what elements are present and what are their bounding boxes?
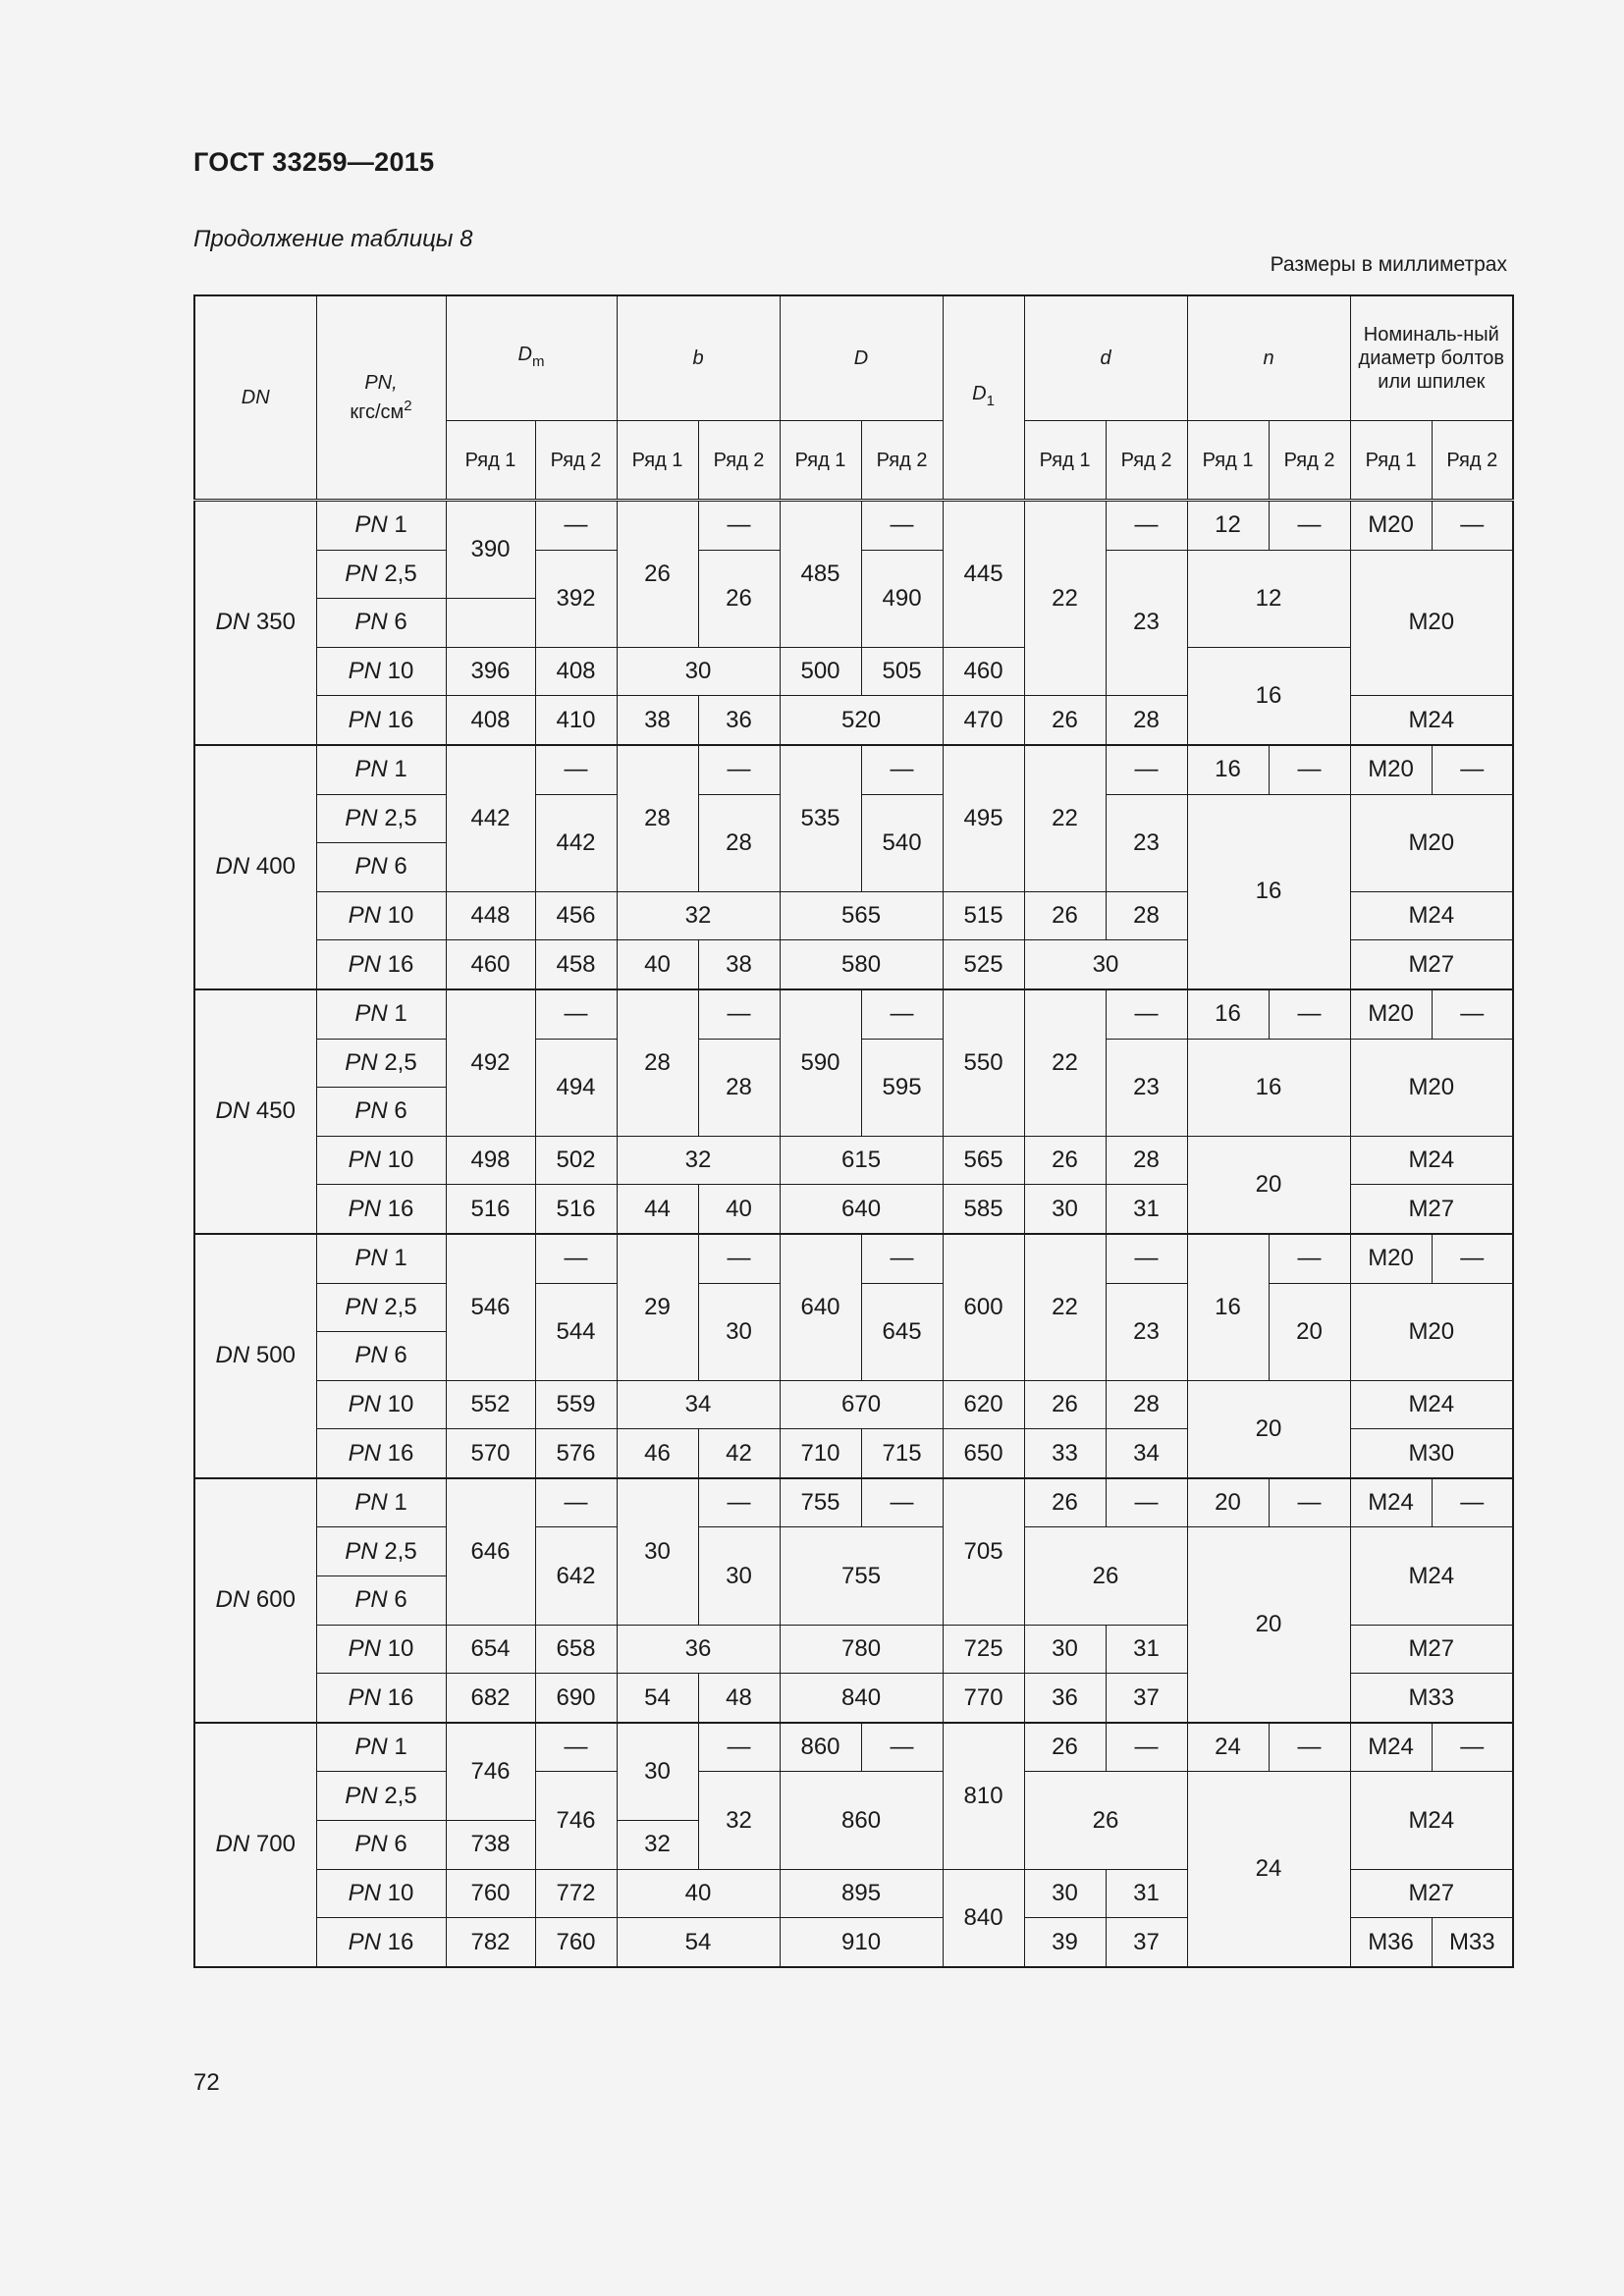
header-n: n	[1187, 295, 1350, 421]
D1-cell: 600	[943, 1234, 1024, 1380]
b-merged: 36	[617, 1625, 780, 1674]
header-row1: Ряд 1	[780, 421, 861, 501]
D1-cell: 650	[943, 1429, 1024, 1478]
table-row	[194, 501, 1513, 551]
dm-row2: —	[535, 1234, 617, 1283]
b-row1: 28	[617, 989, 698, 1136]
pn-cell: PN 6	[316, 1332, 446, 1381]
b-merged: 34	[617, 1380, 780, 1429]
dm-row2: 456	[535, 891, 617, 940]
b-row2: 28	[698, 794, 780, 891]
bolt-merged: M24	[1350, 696, 1513, 745]
header-b: b	[617, 295, 780, 421]
header-row1: Ряд 1	[1350, 421, 1432, 501]
header-row2: Ряд 2	[1106, 421, 1187, 501]
dm-row1: 570	[446, 1429, 535, 1478]
pn-cell: PN 6	[316, 599, 446, 648]
bolt-row2: —	[1432, 1723, 1513, 1772]
n-row1: 16	[1187, 989, 1269, 1039]
dm-row1: 646	[446, 1478, 535, 1625]
header-bolt-diameter: Номиналь-ный диаметр болтов или шпилек	[1350, 295, 1513, 421]
header-row1: Ряд 1	[617, 421, 698, 501]
b-row2: 42	[698, 1429, 780, 1478]
n-row1: 20	[1187, 1478, 1269, 1527]
b-row2: 30	[698, 1283, 780, 1380]
D1-cell: 565	[943, 1136, 1024, 1185]
n-merged: 16	[1187, 794, 1350, 989]
D-row1: 485	[780, 501, 861, 648]
n-merged: 20	[1187, 1527, 1350, 1723]
pn-cell: PN 2,5	[316, 1772, 446, 1821]
dm-row2: —	[535, 1478, 617, 1527]
dm-row1: 460	[446, 940, 535, 989]
b-row1: 26	[617, 501, 698, 648]
D-merged: 670	[780, 1380, 943, 1429]
d-row2: 31	[1106, 1625, 1187, 1674]
pn-cell: PN 6	[316, 1088, 446, 1137]
d-row1: 26	[1024, 696, 1106, 745]
dm-row1: 552	[446, 1380, 535, 1429]
dn-cell: DN 350	[194, 501, 316, 745]
pn-cell: PN 1	[316, 501, 446, 551]
table-row	[194, 647, 1513, 696]
d-row2: —	[1106, 989, 1187, 1039]
bolt-row2: —	[1432, 501, 1513, 551]
bolt-row2: M33	[1432, 1918, 1513, 1967]
flange-dimensions-table	[193, 294, 1514, 1968]
b-row2: —	[698, 1478, 780, 1527]
bolt-merged: M20	[1350, 794, 1513, 891]
header-dm: $D_m$	[446, 295, 617, 421]
D-row2: 505	[861, 647, 943, 696]
dm-row2: 658	[535, 1625, 617, 1674]
pn-cell: PN 16	[316, 1918, 446, 1967]
b-merged: 32	[617, 891, 780, 940]
pn-cell: PN 16	[316, 1674, 446, 1723]
D-row2: —	[861, 989, 943, 1039]
D-merged: 910	[780, 1918, 943, 1967]
n-merged: 20	[1187, 1136, 1350, 1234]
b-row2: —	[698, 989, 780, 1039]
table-caption: Продолжение таблицы 8	[193, 226, 473, 252]
n-row2: —	[1269, 1723, 1350, 1772]
d-row1: 36	[1024, 1674, 1106, 1723]
pn-cell: PN 10	[316, 1380, 446, 1429]
bolt-merged: M24	[1350, 1380, 1513, 1429]
dm-row1: 492	[446, 989, 535, 1136]
dm-row2: 442	[535, 794, 617, 891]
pn-cell: PN 6	[316, 1576, 446, 1626]
d-row1: 39	[1024, 1918, 1106, 1967]
d-row1: 26	[1024, 1380, 1106, 1429]
page-number: 72	[193, 2069, 220, 2096]
d-row1: 22	[1024, 1234, 1106, 1380]
D1-cell: 810	[943, 1723, 1024, 1869]
n-row1: 12	[1187, 501, 1269, 551]
table-row	[194, 1380, 1513, 1429]
bolt-merged: M20	[1350, 550, 1513, 696]
table-row	[194, 1772, 1513, 1821]
dm-row2: 642	[535, 1527, 617, 1625]
header-row2: Ряд 2	[1432, 421, 1513, 501]
bolt-merged: M27	[1350, 1869, 1513, 1918]
dm-row1: 746	[446, 1723, 535, 1821]
dm-row2: 458	[535, 940, 617, 989]
d-row2: 37	[1106, 1674, 1187, 1723]
dm-row1: 408	[446, 696, 535, 745]
d-row1: 22	[1024, 501, 1106, 696]
d-merged: 26	[1024, 1527, 1187, 1625]
pn-cell: PN 16	[316, 1429, 446, 1478]
D-merged: 860	[780, 1772, 943, 1869]
d-row2: —	[1106, 1478, 1187, 1527]
D-merged: 580	[780, 940, 943, 989]
D-row1: 640	[780, 1234, 861, 1380]
n-merged: 16	[1187, 1039, 1350, 1136]
pn-cell: PN 10	[316, 1625, 446, 1674]
b-row2: 38	[698, 940, 780, 989]
D1-cell: 770	[943, 1674, 1024, 1723]
b-row2: —	[698, 501, 780, 551]
pn-cell: PN 2,5	[316, 1527, 446, 1576]
b-row2: —	[698, 1234, 780, 1283]
pn-cell: PN 2,5	[316, 550, 446, 599]
b-row2: 48	[698, 1674, 780, 1723]
D1-cell: 470	[943, 696, 1024, 745]
D1-cell: 495	[943, 745, 1024, 891]
b-row1: 44	[617, 1185, 698, 1234]
standard-title: ГОСТ 33259—2015	[193, 147, 435, 177]
b-row2: —	[698, 1723, 780, 1772]
d-row2: —	[1106, 1723, 1187, 1772]
d-row2: 31	[1106, 1869, 1187, 1918]
dm-row2: —	[535, 989, 617, 1039]
table-row	[194, 1723, 1513, 1772]
d-row1: 33	[1024, 1429, 1106, 1478]
header-D1: $D_1$	[943, 295, 1024, 501]
b-row2: 40	[698, 1185, 780, 1234]
d-row1: 30	[1024, 1625, 1106, 1674]
D-row2: 595	[861, 1039, 943, 1136]
bolt-merged: M24	[1350, 1136, 1513, 1185]
dm-row2: 392	[535, 550, 617, 647]
b-row1: 29	[617, 1234, 698, 1380]
D1-cell: 550	[943, 989, 1024, 1136]
pn-cell: PN 1	[316, 745, 446, 794]
header-d: d	[1024, 295, 1187, 421]
D-merged: 755	[780, 1527, 943, 1625]
D-row2: —	[861, 1478, 943, 1527]
D-row2: —	[861, 745, 943, 794]
b-row1: 54	[617, 1674, 698, 1723]
pn-cell: PN 1	[316, 989, 446, 1039]
D1-cell: 525	[943, 940, 1024, 989]
d-row1: 22	[1024, 745, 1106, 891]
b-row2: 26	[698, 550, 780, 647]
table-row	[194, 989, 1513, 1039]
dm-row1: 396	[446, 647, 535, 696]
bolt-merged: M20	[1350, 1039, 1513, 1136]
dm-row1: 546	[446, 1234, 535, 1380]
b-merged: 30	[617, 647, 780, 696]
dn-cell: DN 400	[194, 745, 316, 989]
bolt-row1: M24	[1350, 1478, 1432, 1527]
d-row2: 23	[1106, 1283, 1187, 1380]
d-row1: 26	[1024, 1723, 1106, 1772]
header-row2: Ряд 2	[1269, 421, 1350, 501]
n-merged: 24	[1187, 1772, 1350, 1967]
n-merged: 16	[1187, 647, 1350, 745]
pn-cell: PN 1	[316, 1478, 446, 1527]
bolt-row2: —	[1432, 1478, 1513, 1527]
dn-cell: DN 450	[194, 989, 316, 1234]
dm-row1: 498	[446, 1136, 535, 1185]
bolt-row2: —	[1432, 989, 1513, 1039]
D1-cell: 515	[943, 891, 1024, 940]
dm-row2: —	[535, 745, 617, 794]
b-row1: 30	[617, 1723, 698, 1821]
D-merged: 895	[780, 1869, 943, 1918]
n-row2: —	[1269, 989, 1350, 1039]
D-merged: 840	[780, 1674, 943, 1723]
dm-row2: 544	[535, 1283, 617, 1380]
D-row1: 535	[780, 745, 861, 891]
dm-row2: 502	[535, 1136, 617, 1185]
d-row2: 31	[1106, 1185, 1187, 1234]
D-merged: 780	[780, 1625, 943, 1674]
bolt-row1: M20	[1350, 1234, 1432, 1283]
dm-row1: 682	[446, 1674, 535, 1723]
D-merged: 615	[780, 1136, 943, 1185]
d-row2: 34	[1106, 1429, 1187, 1478]
n-merged: 20	[1187, 1380, 1350, 1478]
n-row1: 16	[1187, 745, 1269, 794]
bolt-row2: —	[1432, 1234, 1513, 1283]
pn-cell: PN 2,5	[316, 1039, 446, 1088]
n-row2: —	[1269, 501, 1350, 551]
b-row1: 40	[617, 940, 698, 989]
n-row2: —	[1269, 745, 1350, 794]
dn-cell: DN 600	[194, 1478, 316, 1723]
D-row2: —	[861, 1723, 943, 1772]
b-row2: 36	[698, 696, 780, 745]
bolt-row2: —	[1432, 745, 1513, 794]
header-pn: PN, кгс/$см^2$	[316, 295, 446, 501]
bolt-merged: M24	[1350, 1527, 1513, 1625]
n-row1: 24	[1187, 1723, 1269, 1772]
d-row2: 28	[1106, 1136, 1187, 1185]
d-row1: 26	[1024, 891, 1106, 940]
pn-cell: PN 16	[316, 696, 446, 745]
pn-cell: PN 16	[316, 940, 446, 989]
pn-cell: PN 16	[316, 1185, 446, 1234]
d-row2: —	[1106, 501, 1187, 551]
pn-cell: PN 6	[316, 843, 446, 892]
pn-cell: PN 2,5	[316, 794, 446, 843]
D-row2: 645	[861, 1283, 943, 1380]
dm-row1: 390	[446, 501, 535, 599]
n-row2: 20	[1269, 1283, 1350, 1380]
dm-row1: 516	[446, 1185, 535, 1234]
D-row1: 710	[780, 1429, 861, 1478]
dm-row2: 690	[535, 1674, 617, 1723]
b-merged: 40	[617, 1869, 780, 1918]
pn-cell: PN 10	[316, 647, 446, 696]
b-row1: 46	[617, 1429, 698, 1478]
bolt-merged: M27	[1350, 1625, 1513, 1674]
bolt-merged: M27	[1350, 1185, 1513, 1234]
table-row	[194, 1234, 1513, 1283]
bolt-merged: M20	[1350, 1283, 1513, 1380]
dm-row1: 654	[446, 1625, 535, 1674]
b-row1: 38	[617, 696, 698, 745]
bolt-merged: M24	[1350, 891, 1513, 940]
D1-cell: 725	[943, 1625, 1024, 1674]
pn-cell: PN 1	[316, 1723, 446, 1772]
D1-cell: 840	[943, 1869, 1024, 1967]
pn-cell: PN 6	[316, 1821, 446, 1870]
n-row1: 16	[1187, 1234, 1269, 1380]
dm-row1: 448	[446, 891, 535, 940]
pn-cell: PN 10	[316, 1869, 446, 1918]
header-row2: Ряд 2	[861, 421, 943, 501]
dm-row1: 782	[446, 1918, 535, 1967]
bolt-merged: M27	[1350, 940, 1513, 989]
dn-cell: DN 500	[194, 1234, 316, 1478]
d-row2: 23	[1106, 1039, 1187, 1136]
pn-cell: PN 2,5	[316, 1283, 446, 1332]
D-row2: 540	[861, 794, 943, 891]
b-row2: 28	[698, 1039, 780, 1136]
D1-cell: 705	[943, 1478, 1024, 1625]
d-row2: 28	[1106, 891, 1187, 940]
D1-cell: 460	[943, 647, 1024, 696]
n-row2: —	[1269, 1478, 1350, 1527]
header-row2: Ряд 2	[698, 421, 780, 501]
bolt-merged: M24	[1350, 1772, 1513, 1869]
d-row2: 37	[1106, 1918, 1187, 1967]
D-row2: 490	[861, 550, 943, 647]
dm-row2: —	[535, 1723, 617, 1772]
bolt-row1: M20	[1350, 501, 1432, 551]
b-row2: 30	[698, 1527, 780, 1625]
n-row2: —	[1269, 1234, 1350, 1283]
bolt-merged: M33	[1350, 1674, 1513, 1723]
pn-cell: PN 10	[316, 891, 446, 940]
D-row2: —	[861, 1234, 943, 1283]
table-row	[194, 1478, 1513, 1527]
b-merged: 54	[617, 1918, 780, 1967]
d-row2: 23	[1106, 794, 1187, 891]
dm-row2: —	[535, 501, 617, 551]
d-merged: 30	[1024, 940, 1187, 989]
dm-row1: 442	[446, 745, 535, 891]
dm-row1: 738	[446, 1821, 535, 1870]
bolt-row1: M36	[1350, 1918, 1432, 1967]
units-note: Размеры в миллиметрах	[1270, 253, 1507, 276]
d-row2: —	[1106, 1234, 1187, 1283]
header-dn: DN	[194, 295, 316, 501]
table-row	[194, 1136, 1513, 1185]
D-row2: 715	[861, 1429, 943, 1478]
d-row1: 26	[1024, 1478, 1106, 1527]
d-row1: 30	[1024, 1185, 1106, 1234]
dm-row2: 408	[535, 647, 617, 696]
D-row1: 500	[780, 647, 861, 696]
D-row1: 755	[780, 1478, 861, 1527]
d-row2: 23	[1106, 550, 1187, 696]
d-row1: 26	[1024, 1136, 1106, 1185]
D-merged: 520	[780, 696, 943, 745]
dm-row2: 772	[535, 1869, 617, 1918]
bolt-merged: M30	[1350, 1429, 1513, 1478]
header-row1: Ряд 1	[1187, 421, 1269, 501]
dm-row2: 760	[535, 1918, 617, 1967]
D-merged: 640	[780, 1185, 943, 1234]
b-row1: 28	[617, 745, 698, 891]
d-row1: 22	[1024, 989, 1106, 1136]
header-row1: Ряд 1	[446, 421, 535, 501]
b-row2: 32	[698, 1772, 780, 1869]
D1-cell: 445	[943, 501, 1024, 648]
dm-row2: 494	[535, 1039, 617, 1136]
dm-row1: 760	[446, 1869, 535, 1918]
b-row1: 32	[617, 1821, 698, 1870]
header-row2: Ряд 2	[535, 421, 617, 501]
pn-cell: PN 10	[316, 1136, 446, 1185]
D1-cell: 620	[943, 1380, 1024, 1429]
dm-row2: 746	[535, 1772, 617, 1869]
header-D: D	[780, 295, 943, 421]
D1-cell: 585	[943, 1185, 1024, 1234]
n-merged: 12	[1187, 550, 1350, 647]
header-row1: Ряд 1	[1024, 421, 1106, 501]
table-row	[194, 1527, 1513, 1576]
bolt-row1: M20	[1350, 745, 1432, 794]
bolt-row1: M20	[1350, 989, 1432, 1039]
d-merged: 26	[1024, 1772, 1187, 1869]
D-row2: —	[861, 501, 943, 551]
table-row	[194, 745, 1513, 794]
D-row1: 590	[780, 989, 861, 1136]
dn-cell: DN 700	[194, 1723, 316, 1967]
dm-row2: 576	[535, 1429, 617, 1478]
b-merged: 32	[617, 1136, 780, 1185]
dm-row2: 516	[535, 1185, 617, 1234]
D-row1: 860	[780, 1723, 861, 1772]
b-row2: —	[698, 745, 780, 794]
bolt-row1: M24	[1350, 1723, 1432, 1772]
dm-row2: 559	[535, 1380, 617, 1429]
pn-cell: PN 1	[316, 1234, 446, 1283]
dm-row2: 410	[535, 696, 617, 745]
d-row1: 30	[1024, 1869, 1106, 1918]
d-row2: —	[1106, 745, 1187, 794]
d-row2: 28	[1106, 696, 1187, 745]
d-row2: 28	[1106, 1380, 1187, 1429]
D-merged: 565	[780, 891, 943, 940]
b-row1: 30	[617, 1478, 698, 1625]
